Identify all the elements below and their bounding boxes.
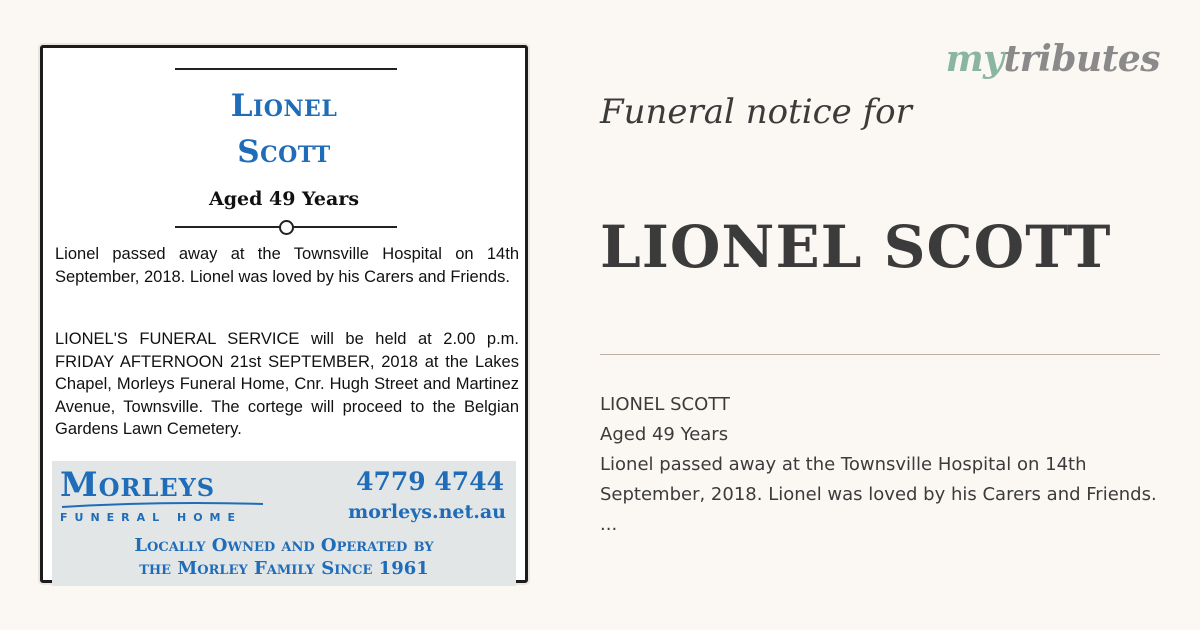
excerpt-ellipsis: ... bbox=[600, 514, 618, 535]
notice-name-first: Lionel bbox=[230, 88, 338, 124]
notice-paragraph-passing: Lionel passed away at the Townsville Hospital on 14th September, 2018. Lionel was loved by his Carers and Friends. bbox=[55, 245, 519, 286]
logo-swoosh-icon bbox=[60, 501, 265, 509]
notice-paragraph-service: LIONEL'S FUNERAL SERVICE will be held at 2.00 p.m. FRIDAY AFTERNOON 21st SEPTEMBER, 2018 at the Lakes Chapel, Morleys Funeral Home, Cnr. Hugh Street and Martinez Avenue, Townsville. The cortege will proceed to the Belgian Gardens Lawn Cemetery. bbox=[55, 330, 519, 438]
funeral-home-tagline-2: the Morley Family Since 1961 bbox=[139, 558, 429, 579]
excerpt-age: Aged 49 Years bbox=[600, 424, 729, 445]
top-rule bbox=[175, 68, 397, 70]
funeral-home-logo: Morleys bbox=[60, 465, 216, 505]
section-divider bbox=[600, 354, 1160, 355]
funeral-notice-for-label: Funeral notice for bbox=[600, 92, 912, 132]
excerpt-name: LIONEL SCOTT bbox=[600, 394, 730, 415]
notice-name-last: Scott bbox=[237, 134, 331, 170]
ornament-divider bbox=[175, 220, 397, 234]
funeral-home-website: morleys.net.au bbox=[348, 501, 506, 523]
funeral-notice-image bbox=[40, 45, 528, 583]
excerpt-text: Lionel passed away at the Townsville Hospital on 14th September, 2018. Lionel was loved by his Carers and Friends. bbox=[600, 454, 1157, 505]
notice-age: Aged 49 Years bbox=[208, 188, 360, 210]
funeral-home-subtitle: FUNERAL HOME bbox=[60, 511, 243, 524]
notice-excerpt bbox=[600, 390, 1160, 540]
mytributes-logo[interactable]: mytributes bbox=[945, 38, 1160, 80]
ornament-circle-icon bbox=[279, 220, 294, 235]
funeral-home-tagline-1: Locally Owned and Operated by bbox=[134, 535, 434, 556]
deceased-name-heading: LIONEL SCOTT bbox=[600, 213, 1112, 281]
funeral-home-phone: 4779 4744 bbox=[356, 467, 504, 496]
funeral-home-banner bbox=[52, 461, 516, 586]
